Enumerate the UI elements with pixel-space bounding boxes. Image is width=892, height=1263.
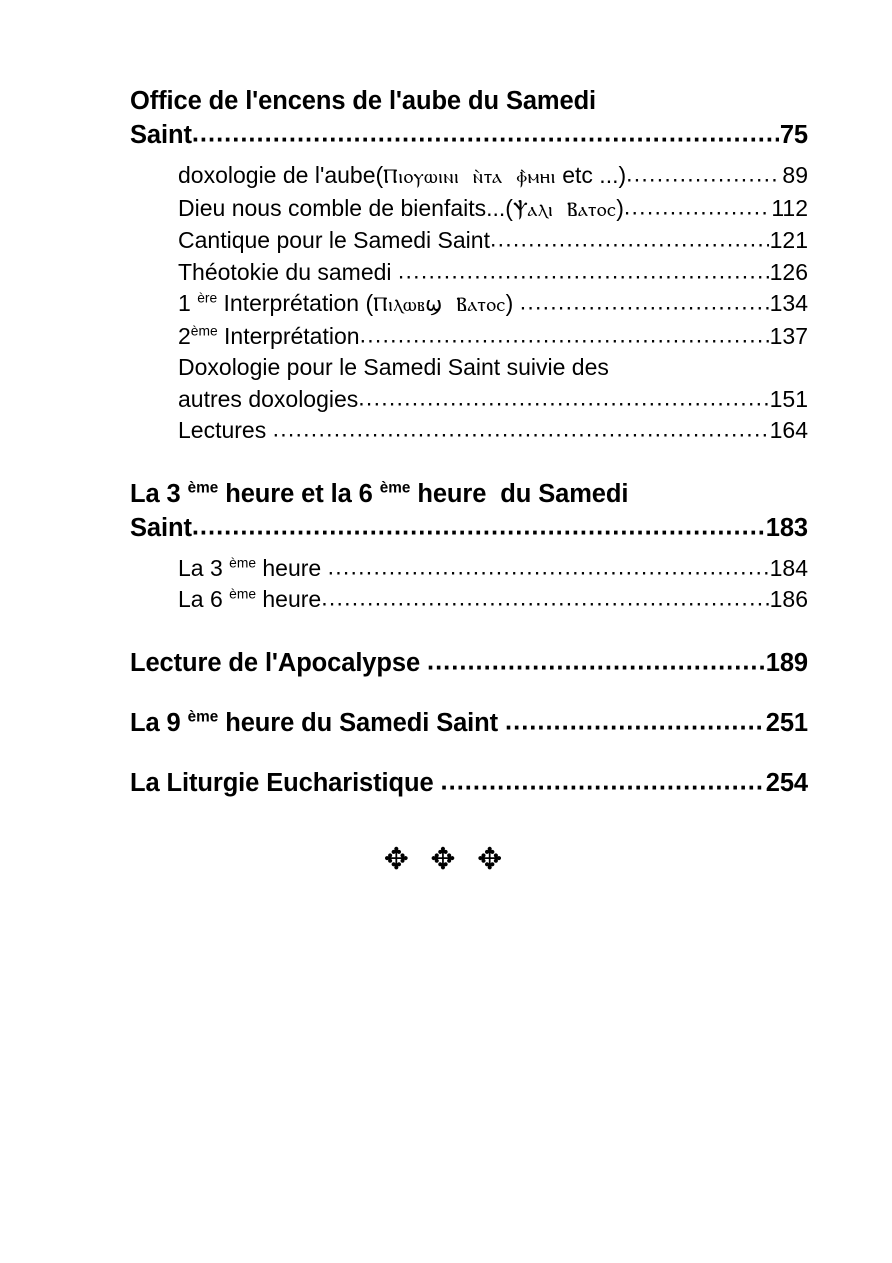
toc-entry-la-3eme-heure[interactable] xyxy=(178,553,808,585)
toc-entry-title: Cantique pour le Samedi Saint xyxy=(178,227,490,253)
toc-entry-dieu-nous-comble[interactable] xyxy=(178,193,808,226)
toc-entry-deuxieme-interpretation[interactable] xyxy=(178,321,808,353)
toc-entry-title: Théotokie du samedi xyxy=(178,258,398,285)
toc-entry-line: Doxologie pour le Samedi Saint suivie des xyxy=(178,354,609,380)
toc-page-number: 137 xyxy=(769,322,808,349)
toc-page-number: 184 xyxy=(769,554,808,581)
toc-page-number: 112 xyxy=(771,194,808,221)
coptic-text: Ⲡⲓⲗⲱⲃϣ Ⲃⲁⲧⲟⲥ xyxy=(373,292,506,316)
leader-dots xyxy=(398,255,769,287)
toc-page-number: 251 xyxy=(765,708,808,737)
entry-text: La 6 xyxy=(178,586,230,612)
leader-dots xyxy=(273,414,769,446)
heading-ordinal-suffix: ème xyxy=(187,708,219,725)
toc-entry-title xyxy=(178,288,520,321)
toc-entry-office-encens-aube[interactable] xyxy=(130,118,808,152)
toc-page-number: 254 xyxy=(765,768,808,797)
entry-text-tail: ) xyxy=(505,290,520,316)
leader-dots xyxy=(626,159,781,191)
toc-entry-title: Lecture de l'Apocalypse xyxy=(130,648,428,677)
toc-entry-cantique-samedi-saint[interactable] xyxy=(178,225,808,257)
toc-entry-title xyxy=(178,193,624,226)
entry-text-tail: ) xyxy=(616,194,624,221)
toc-entry-title xyxy=(178,321,360,353)
toc-page-number: 75 xyxy=(779,121,808,149)
toc-page-number: 126 xyxy=(769,258,808,285)
leader-dots xyxy=(441,764,765,798)
entry-text: La 3 xyxy=(178,554,230,581)
coptic-text: Ⲯⲁⲗⲓ Ⲃⲁⲧⲟⲥ xyxy=(512,196,617,221)
toc-page-number: 164 xyxy=(769,417,808,443)
leader-dots xyxy=(321,583,768,615)
spacer xyxy=(130,740,808,766)
spacer xyxy=(130,616,808,646)
spacer xyxy=(130,680,808,706)
toc-entry-title: Lectures xyxy=(178,417,273,443)
heading-text: La 3 xyxy=(130,479,188,508)
entry-text: Dieu nous comble de bienfaits...( xyxy=(178,194,513,221)
toc-entry-title: autres doxologies xyxy=(178,385,359,412)
toc-page-number: 134 xyxy=(769,290,808,316)
leader-dots xyxy=(505,704,765,738)
toc-entry-title xyxy=(178,553,328,585)
entry-ordinal-suffix: ère xyxy=(197,290,218,306)
toc-entry-liturgie-eucharistique[interactable] xyxy=(130,766,808,800)
entry-text: doxologie de l'aube( xyxy=(178,162,384,188)
toc-entry-3eme-6eme-heure[interactable] xyxy=(130,511,808,545)
coptic-text: Ⲡⲓⲟⲩⲱⲓⲛⲓ ⲛ̀ⲧⲁ ⲫ̀ⲙⲏⲓ xyxy=(383,164,556,188)
toc-entry-lectures[interactable] xyxy=(178,415,808,447)
entry-text: Interprétation xyxy=(217,322,360,349)
toc-entry-theotokie-samedi[interactable] xyxy=(178,257,808,289)
toc-heading-line xyxy=(130,477,808,511)
toc-entry-title: La Liturgie Eucharistique xyxy=(130,768,441,797)
entry-ordinal-suffix: ème xyxy=(190,322,218,338)
toc-heading-line: Office de l'encens de l'aube du Samedi xyxy=(130,87,597,115)
leader-dots xyxy=(360,319,769,351)
toc-entry-la-6eme-heure[interactable] xyxy=(178,584,808,616)
spacer xyxy=(130,447,808,477)
toc-entry-doxologie-aube[interactable] xyxy=(178,160,808,193)
coptic-cross-ornament: ✥ ✥ ✥ xyxy=(383,842,509,877)
toc-page-number: 186 xyxy=(769,586,808,612)
toc-entry-9eme-heure-samedi-saint[interactable] xyxy=(130,706,808,740)
toc-entry-lecture-apocalypse[interactable] xyxy=(130,646,808,680)
heading-text: heure du Samedi Saint xyxy=(218,708,506,737)
entry-ordinal: 1 xyxy=(178,290,191,316)
leader-dots xyxy=(520,287,769,319)
heading-ordinal-suffix: ème xyxy=(187,479,219,496)
toc-entry-title xyxy=(178,584,321,616)
toc-entry-title: Saint xyxy=(130,121,192,149)
toc-page-number: 189 xyxy=(765,648,808,677)
toc-page-number: 183 xyxy=(765,513,808,542)
leader-dots xyxy=(192,116,779,150)
leader-dots xyxy=(490,224,769,256)
entry-text: Interprétation ( xyxy=(217,290,374,316)
entry-ordinal-suffix: ème xyxy=(229,554,256,570)
leader-dots xyxy=(358,382,768,414)
table-of-contents xyxy=(130,84,808,800)
toc-page-number: 151 xyxy=(769,385,808,412)
heading-ordinal-suffix: ème xyxy=(379,479,411,496)
entry-ordinal: 2 xyxy=(178,322,191,349)
leader-dots xyxy=(328,551,769,583)
heading-text: heure du Samedi xyxy=(410,479,629,508)
entry-text-tail: heure xyxy=(256,554,328,581)
entry-text-tail: etc ...) xyxy=(555,162,627,188)
toc-entry-title xyxy=(130,706,505,740)
toc-page-number: 121 xyxy=(769,227,808,253)
toc-entry-title xyxy=(178,160,626,193)
toc-entry-title: Saint xyxy=(130,513,192,542)
toc-page-number: 89 xyxy=(782,162,808,188)
leader-dots xyxy=(624,191,770,223)
entry-text-tail: heure xyxy=(256,586,322,612)
leader-dots xyxy=(427,644,765,678)
toc-entry-doxologie-samedi-saint[interactable] xyxy=(178,384,808,416)
entry-ordinal-suffix: ème xyxy=(229,586,256,602)
heading-text: La 9 xyxy=(130,708,188,737)
leader-dots xyxy=(192,509,765,543)
heading-text: heure et la 6 xyxy=(218,479,380,508)
toc-entry-premiere-interpretation[interactable] xyxy=(178,288,808,321)
